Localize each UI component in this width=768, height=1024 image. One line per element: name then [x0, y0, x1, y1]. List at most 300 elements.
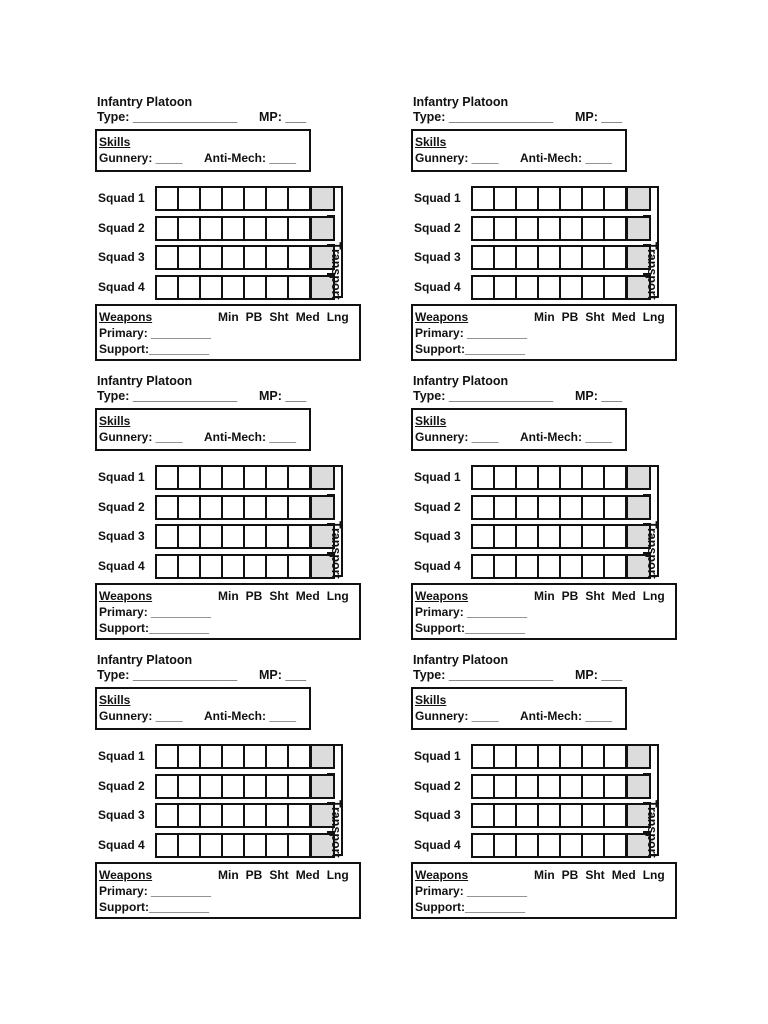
- trooper-box[interactable]: [517, 556, 539, 577]
- trooper-box[interactable]: [201, 277, 223, 298]
- trooper-box[interactable]: [561, 746, 583, 767]
- trooper-box[interactable]: [267, 467, 289, 488]
- squad-row: [411, 833, 661, 858]
- squad-label: Squad 1: [414, 191, 461, 205]
- trooper-box[interactable]: [561, 497, 583, 518]
- trooper-box[interactable]: [223, 746, 245, 767]
- trooper-box[interactable]: [539, 746, 561, 767]
- trooper-box[interactable]: [289, 497, 311, 518]
- trooper-box[interactable]: [473, 776, 495, 797]
- type-field[interactable]: Type: _______________: [413, 110, 554, 124]
- trooper-box[interactable]: [267, 247, 289, 268]
- trooper-box[interactable]: [201, 835, 223, 856]
- trooper-box[interactable]: [605, 497, 627, 518]
- squad-label: Squad 3: [98, 250, 145, 264]
- trooper-box[interactable]: [517, 746, 539, 767]
- mp-field[interactable]: MP: ___: [575, 668, 623, 682]
- transport-label: Transport: [645, 800, 659, 858]
- trooper-box[interactable]: [605, 776, 627, 797]
- trooper-box[interactable]: [517, 277, 539, 298]
- trooper-box[interactable]: [157, 277, 179, 298]
- trooper-box[interactable]: [245, 746, 267, 767]
- trooper-box[interactable]: [267, 556, 289, 577]
- trooper-box[interactable]: [179, 188, 201, 209]
- type-field[interactable]: Type: _______________: [97, 668, 238, 682]
- trooper-box[interactable]: [605, 526, 627, 547]
- trooper-box[interactable]: [495, 277, 517, 298]
- transport-box[interactable]: [627, 467, 649, 488]
- mp-field[interactable]: MP: ___: [575, 389, 623, 403]
- trooper-box[interactable]: [605, 188, 627, 209]
- trooper-box[interactable]: [605, 247, 627, 268]
- range-header: Med: [295, 310, 320, 324]
- squad-label: Squad 1: [98, 191, 145, 205]
- trooper-box[interactable]: [289, 776, 311, 797]
- card-title: Infantry Platoon: [413, 95, 509, 109]
- anti-mech-field[interactable]: Anti-Mech: ____: [204, 151, 297, 165]
- skills-heading: Skills: [99, 135, 131, 149]
- trooper-box[interactable]: [179, 746, 201, 767]
- trooper-box[interactable]: [539, 497, 561, 518]
- trooper-box[interactable]: [289, 467, 311, 488]
- weapons-heading: Weapons: [415, 589, 469, 603]
- support-weapon-field[interactable]: Support:_________: [99, 342, 210, 356]
- trooper-box[interactable]: [245, 467, 267, 488]
- trooper-box[interactable]: [289, 556, 311, 577]
- trooper-box[interactable]: [539, 835, 561, 856]
- trooper-box[interactable]: [495, 556, 517, 577]
- squad-label: Squad 4: [414, 837, 461, 852]
- anti-mech-field[interactable]: Anti-Mech: ____: [204, 709, 297, 723]
- trooper-box[interactable]: [157, 247, 179, 268]
- trooper-box[interactable]: [473, 277, 495, 298]
- mp-field[interactable]: MP: ___: [575, 110, 623, 124]
- trooper-box[interactable]: [561, 218, 583, 239]
- trooper-box[interactable]: [245, 277, 267, 298]
- trooper-box[interactable]: [289, 218, 311, 239]
- trooper-box[interactable]: [539, 526, 561, 547]
- trooper-box[interactable]: [223, 467, 245, 488]
- skills-heading: Skills: [415, 414, 447, 428]
- transport-box[interactable]: [627, 188, 649, 209]
- transport-box[interactable]: [627, 776, 649, 797]
- trooper-box[interactable]: [539, 805, 561, 826]
- trooper-box[interactable]: [473, 835, 495, 856]
- squad-label: Squad 4: [414, 279, 461, 294]
- trooper-box[interactable]: [157, 835, 179, 856]
- trooper-box[interactable]: [473, 556, 495, 577]
- trooper-box[interactable]: [223, 497, 245, 518]
- trooper-box[interactable]: [517, 776, 539, 797]
- trooper-box[interactable]: [583, 467, 605, 488]
- trooper-box[interactable]: [201, 218, 223, 239]
- trooper-box[interactable]: [539, 556, 561, 577]
- squad-trooper-track: [155, 275, 335, 300]
- range-header: Min: [534, 868, 555, 882]
- transport-box[interactable]: [311, 467, 333, 488]
- range-header: Lng: [326, 589, 349, 603]
- trooper-box[interactable]: [267, 805, 289, 826]
- infantry-platoon-card: [411, 94, 681, 373]
- transport-box[interactable]: [311, 746, 333, 767]
- transport-box[interactable]: [627, 497, 649, 518]
- trooper-box[interactable]: [495, 188, 517, 209]
- trooper-box[interactable]: [157, 467, 179, 488]
- trooper-box[interactable]: [289, 277, 311, 298]
- squad-trooper-track: [155, 465, 335, 490]
- trooper-box[interactable]: [201, 526, 223, 547]
- trooper-box[interactable]: [495, 218, 517, 239]
- squad-row: [95, 465, 345, 490]
- trooper-box[interactable]: [583, 497, 605, 518]
- transport-box[interactable]: [311, 776, 333, 797]
- transport-box[interactable]: [627, 218, 649, 239]
- trooper-box[interactable]: [201, 497, 223, 518]
- squad-trooper-track: [155, 495, 335, 520]
- trooper-box[interactable]: [561, 467, 583, 488]
- trooper-box[interactable]: [245, 556, 267, 577]
- range-header: PB: [561, 589, 579, 603]
- weapons-heading: Weapons: [99, 868, 153, 882]
- trooper-box[interactable]: [605, 805, 627, 826]
- type-field-line: [413, 668, 633, 683]
- range-header: Med: [611, 310, 636, 324]
- trooper-box[interactable]: [561, 835, 583, 856]
- trooper-box[interactable]: [267, 188, 289, 209]
- trooper-box[interactable]: [223, 218, 245, 239]
- trooper-box[interactable]: [289, 526, 311, 547]
- range-header: Sht: [585, 589, 605, 603]
- trooper-box[interactable]: [267, 277, 289, 298]
- trooper-box[interactable]: [245, 188, 267, 209]
- trooper-box[interactable]: [583, 776, 605, 797]
- trooper-box[interactable]: [605, 835, 627, 856]
- trooper-box[interactable]: [245, 835, 267, 856]
- trooper-box[interactable]: [157, 746, 179, 767]
- trooper-box[interactable]: [179, 835, 201, 856]
- trooper-box[interactable]: [605, 277, 627, 298]
- trooper-box[interactable]: [179, 556, 201, 577]
- trooper-box[interactable]: [223, 277, 245, 298]
- range-header: Med: [611, 589, 636, 603]
- type-field[interactable]: Type: _______________: [413, 389, 554, 403]
- squad-trooper-track: [471, 275, 651, 300]
- trooper-box[interactable]: [245, 247, 267, 268]
- squad-row: [95, 275, 345, 300]
- infantry-platoon-card: [95, 373, 365, 652]
- mp-field[interactable]: MP: ___: [259, 389, 307, 403]
- trooper-box[interactable]: [179, 526, 201, 547]
- trooper-box[interactable]: [605, 556, 627, 577]
- trooper-box[interactable]: [157, 497, 179, 518]
- support-weapon-field[interactable]: Support:_________: [415, 621, 526, 635]
- trooper-box[interactable]: [267, 746, 289, 767]
- skills-heading: Skills: [415, 135, 447, 149]
- primary-weapon-field[interactable]: Primary: _________: [99, 605, 212, 619]
- gunnery-field[interactable]: Gunnery: ____: [99, 430, 183, 444]
- type-field-line: [97, 389, 317, 404]
- trooper-box[interactable]: [201, 746, 223, 767]
- range-header: Lng: [642, 310, 665, 324]
- trooper-box[interactable]: [539, 188, 561, 209]
- transport-box[interactable]: [311, 218, 333, 239]
- gunnery-field[interactable]: Gunnery: ____: [99, 709, 183, 723]
- trooper-box[interactable]: [539, 467, 561, 488]
- transport-box[interactable]: [627, 746, 649, 767]
- trooper-box[interactable]: [473, 497, 495, 518]
- trooper-box[interactable]: [583, 805, 605, 826]
- anti-mech-field[interactable]: Anti-Mech: ____: [204, 430, 297, 444]
- anti-mech-field[interactable]: Anti-Mech: ____: [520, 709, 613, 723]
- mp-field[interactable]: MP: ___: [259, 668, 307, 682]
- trooper-box[interactable]: [157, 218, 179, 239]
- trooper-box[interactable]: [289, 188, 311, 209]
- primary-weapon-field[interactable]: Primary: _________: [99, 326, 212, 340]
- trooper-box[interactable]: [223, 835, 245, 856]
- squad-label: Squad 4: [98, 279, 145, 294]
- trooper-box[interactable]: [583, 277, 605, 298]
- trooper-box[interactable]: [179, 805, 201, 826]
- squad-label: Squad 4: [98, 558, 145, 573]
- trooper-box[interactable]: [201, 467, 223, 488]
- trooper-box[interactable]: [223, 188, 245, 209]
- card-title: Infantry Platoon: [97, 653, 193, 667]
- squad-row: [411, 495, 661, 520]
- trooper-box[interactable]: [473, 526, 495, 547]
- trooper-box[interactable]: [561, 247, 583, 268]
- squad-label: Squad 1: [98, 749, 145, 763]
- anti-mech-field[interactable]: Anti-Mech: ____: [520, 151, 613, 165]
- trooper-box[interactable]: [473, 746, 495, 767]
- trooper-box[interactable]: [267, 835, 289, 856]
- trooper-box[interactable]: [157, 188, 179, 209]
- trooper-box[interactable]: [179, 467, 201, 488]
- trooper-box[interactable]: [605, 467, 627, 488]
- weapons-box: [411, 862, 677, 919]
- trooper-box[interactable]: [583, 556, 605, 577]
- trooper-box[interactable]: [245, 526, 267, 547]
- trooper-box[interactable]: [245, 805, 267, 826]
- trooper-box[interactable]: [495, 746, 517, 767]
- transport-box[interactable]: [311, 497, 333, 518]
- trooper-box[interactable]: [473, 188, 495, 209]
- trooper-box[interactable]: [157, 805, 179, 826]
- anti-mech-field[interactable]: Anti-Mech: ____: [520, 430, 613, 444]
- range-header: Lng: [642, 589, 665, 603]
- transport-label: Transport: [329, 242, 343, 300]
- squad-label: Squad 3: [98, 529, 145, 543]
- trooper-box[interactable]: [223, 556, 245, 577]
- trooper-box[interactable]: [289, 247, 311, 268]
- trooper-box[interactable]: [539, 277, 561, 298]
- squad-label: Squad 2: [414, 499, 461, 514]
- record-sheet: [95, 94, 675, 931]
- trooper-box[interactable]: [179, 776, 201, 797]
- gunnery-field[interactable]: Gunnery: ____: [415, 709, 499, 723]
- trooper-box[interactable]: [495, 835, 517, 856]
- infantry-platoon-card: [411, 652, 681, 931]
- transport-label: Transport: [329, 800, 343, 858]
- range-header: PB: [245, 868, 263, 882]
- type-field[interactable]: Type: _______________: [97, 110, 238, 124]
- range-header: Lng: [326, 868, 349, 882]
- skills-box: [411, 687, 627, 730]
- trooper-box[interactable]: [517, 526, 539, 547]
- trooper-box[interactable]: [179, 497, 201, 518]
- trooper-box[interactable]: [223, 776, 245, 797]
- squad-row: [95, 216, 345, 241]
- trooper-box[interactable]: [561, 805, 583, 826]
- mp-field[interactable]: MP: ___: [259, 110, 307, 124]
- trooper-box[interactable]: [473, 247, 495, 268]
- trooper-box[interactable]: [561, 556, 583, 577]
- trooper-box[interactable]: [517, 247, 539, 268]
- range-header: PB: [245, 589, 263, 603]
- trooper-box[interactable]: [539, 218, 561, 239]
- trooper-box[interactable]: [517, 497, 539, 518]
- squad-label: Squad 2: [98, 220, 145, 235]
- trooper-box[interactable]: [495, 467, 517, 488]
- trooper-box[interactable]: [157, 556, 179, 577]
- trooper-box[interactable]: [517, 218, 539, 239]
- type-field[interactable]: Type: _______________: [413, 668, 554, 682]
- trooper-box[interactable]: [267, 218, 289, 239]
- squad-label: Squad 2: [98, 499, 145, 514]
- trooper-box[interactable]: [223, 247, 245, 268]
- squad-trooper-track: [155, 186, 335, 211]
- trooper-box[interactable]: [583, 526, 605, 547]
- trooper-box[interactable]: [495, 247, 517, 268]
- squad-trooper-track: [155, 833, 335, 858]
- weapons-heading: Weapons: [99, 310, 153, 324]
- skills-box: [95, 129, 311, 172]
- range-header: Min: [534, 589, 555, 603]
- range-header: Sht: [585, 310, 605, 324]
- trooper-box[interactable]: [289, 835, 311, 856]
- trooper-box[interactable]: [473, 467, 495, 488]
- squad-row: [411, 465, 661, 490]
- trooper-box[interactable]: [179, 277, 201, 298]
- range-headers: [218, 868, 349, 882]
- support-weapon-field[interactable]: Support:_________: [415, 342, 526, 356]
- support-weapon-field[interactable]: Support:_________: [99, 621, 210, 635]
- trooper-box[interactable]: [267, 497, 289, 518]
- trooper-box[interactable]: [561, 188, 583, 209]
- trooper-box[interactable]: [583, 835, 605, 856]
- trooper-box[interactable]: [561, 776, 583, 797]
- trooper-box[interactable]: [495, 776, 517, 797]
- trooper-box[interactable]: [583, 188, 605, 209]
- trooper-box[interactable]: [267, 776, 289, 797]
- trooper-box[interactable]: [517, 188, 539, 209]
- trooper-box[interactable]: [583, 746, 605, 767]
- trooper-box[interactable]: [179, 247, 201, 268]
- trooper-box[interactable]: [201, 188, 223, 209]
- trooper-box[interactable]: [583, 218, 605, 239]
- trooper-box[interactable]: [473, 218, 495, 239]
- trooper-box[interactable]: [583, 247, 605, 268]
- trooper-box[interactable]: [223, 526, 245, 547]
- squad-row: [411, 216, 661, 241]
- primary-weapon-field[interactable]: Primary: _________: [415, 884, 528, 898]
- trooper-box[interactable]: [517, 467, 539, 488]
- primary-weapon-field[interactable]: Primary: _________: [415, 605, 528, 619]
- trooper-box[interactable]: [561, 526, 583, 547]
- trooper-box[interactable]: [157, 776, 179, 797]
- squad-trooper-track: [471, 554, 651, 579]
- trooper-box[interactable]: [179, 218, 201, 239]
- weapons-box: [95, 862, 361, 919]
- trooper-box[interactable]: [201, 776, 223, 797]
- range-header: Min: [218, 310, 239, 324]
- trooper-box[interactable]: [605, 746, 627, 767]
- squad-label: Squad 4: [98, 837, 145, 852]
- squad-trooper-track: [155, 216, 335, 241]
- trooper-box[interactable]: [539, 776, 561, 797]
- squad-label: Squad 2: [414, 220, 461, 235]
- gunnery-field[interactable]: Gunnery: ____: [99, 151, 183, 165]
- trooper-box[interactable]: [495, 497, 517, 518]
- squad-row: [95, 245, 345, 270]
- range-header: PB: [561, 868, 579, 882]
- skills-box: [95, 408, 311, 451]
- squad-row: [411, 186, 661, 211]
- gunnery-field[interactable]: Gunnery: ____: [415, 430, 499, 444]
- trooper-box[interactable]: [157, 526, 179, 547]
- trooper-box[interactable]: [289, 746, 311, 767]
- support-weapon-field[interactable]: Support:_________: [99, 900, 210, 914]
- trooper-box[interactable]: [223, 805, 245, 826]
- trooper-box[interactable]: [201, 247, 223, 268]
- trooper-box[interactable]: [245, 497, 267, 518]
- trooper-box[interactable]: [517, 835, 539, 856]
- trooper-box[interactable]: [539, 247, 561, 268]
- range-header: Sht: [269, 310, 289, 324]
- trooper-box[interactable]: [561, 277, 583, 298]
- range-header: Lng: [642, 868, 665, 882]
- squad-label: Squad 3: [98, 808, 145, 822]
- transport-label: Transport: [645, 242, 659, 300]
- weapons-heading: Weapons: [415, 310, 469, 324]
- gunnery-field[interactable]: Gunnery: ____: [415, 151, 499, 165]
- squad-trooper-track: [155, 774, 335, 799]
- primary-weapon-field[interactable]: Primary: _________: [99, 884, 212, 898]
- trooper-box[interactable]: [473, 805, 495, 826]
- trooper-box[interactable]: [495, 805, 517, 826]
- trooper-box[interactable]: [201, 805, 223, 826]
- transport-box[interactable]: [311, 188, 333, 209]
- trooper-box[interactable]: [517, 805, 539, 826]
- trooper-box[interactable]: [605, 218, 627, 239]
- range-headers: [218, 589, 349, 603]
- trooper-box[interactable]: [245, 776, 267, 797]
- range-headers: [534, 868, 665, 882]
- transport-label: Transport: [645, 521, 659, 579]
- trooper-box[interactable]: [495, 526, 517, 547]
- primary-weapon-field[interactable]: Primary: _________: [415, 326, 528, 340]
- support-weapon-field[interactable]: Support:_________: [415, 900, 526, 914]
- card-title: Infantry Platoon: [413, 374, 509, 388]
- range-header: Med: [611, 868, 636, 882]
- trooper-box[interactable]: [245, 218, 267, 239]
- trooper-box[interactable]: [201, 556, 223, 577]
- type-field[interactable]: Type: _______________: [97, 389, 238, 403]
- trooper-box[interactable]: [267, 526, 289, 547]
- squad-label: Squad 3: [414, 808, 461, 822]
- squad-label: Squad 3: [414, 529, 461, 543]
- trooper-box[interactable]: [289, 805, 311, 826]
- squad-label: Squad 2: [98, 778, 145, 793]
